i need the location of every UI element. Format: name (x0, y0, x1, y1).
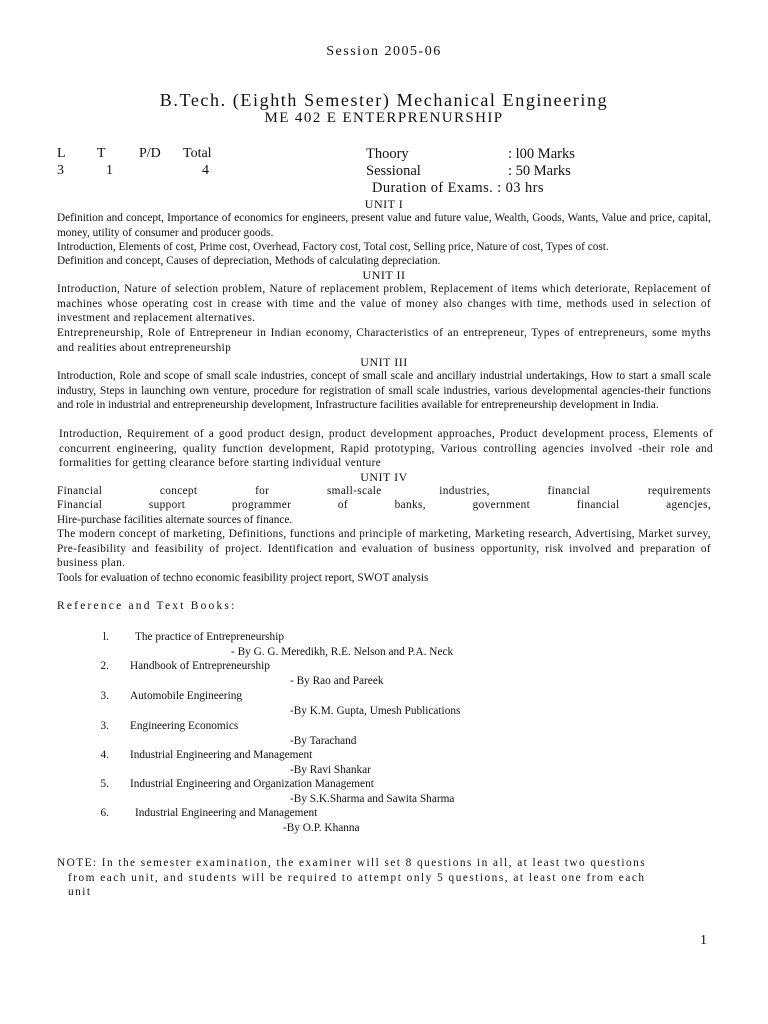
unit-4-para-2: Financial support programmer of banks, government financial agencjes, (57, 499, 711, 511)
scheme-value-l: 3 (57, 163, 64, 178)
reference-author: - By Rao and Pareek (290, 675, 384, 687)
reference-author: -By Tarachand (290, 735, 357, 747)
reference-author: - By G. G. Meredikh, R.E. Nelson and P.A. Neck (231, 646, 454, 658)
scheme-value-t: 1 (106, 163, 113, 178)
references-title: Reference and Text Books: (57, 600, 237, 612)
unit-4-title: UNIT IV (360, 470, 408, 484)
note-line-2: from each unit, and students will be required to attempt only 5 questions, at least one from each (68, 872, 646, 884)
sessional-marks: : 50 Marks (508, 163, 571, 179)
reference-book: Industrial Engineering and Management (135, 807, 318, 819)
reference-number: 4. (100, 749, 109, 761)
page-number: 1 (700, 933, 707, 948)
reference-author: -By K.M. Gupta, Umesh Publications (290, 705, 461, 717)
reference-author: -By Ravi Shankar (290, 764, 371, 776)
reference-number: 5. (100, 778, 109, 790)
unit-2-para-1: Introduction, Nature of selection problem, Nature of replacement problem, Replacement of items which deteriorate, Replacement of machines whose operating cost in crease with time and the value of money also changes with time, methods used in selection of investment and replacement alternatives. (57, 283, 711, 325)
reference-book: Industrial Engineering and Management (130, 749, 313, 761)
unit-2-para-2: Entrepreneurship, Role of Entrepreneur in Indian economy, Characteristics of an entrepreneur, Types of entrepreneurs, some myths and realities about entrepreneurship (57, 327, 711, 354)
reference-book: Engineering Economics (130, 720, 239, 732)
unit-2-title: UNIT II (362, 268, 406, 282)
unit-4-para-3: Hire-purchase facilities alternate sources of finance. (57, 514, 293, 526)
unit-4-para-5: Tools for evaluation of techno economic feasibility project report, SWOT analysis (57, 572, 429, 584)
reference-book: The practice of Entrepreneurship (135, 631, 284, 643)
unit-3-title: UNIT III (360, 355, 408, 369)
sessional-label: Sessional (366, 163, 421, 179)
exam-duration: Duration of Exams. : 03 hrs (372, 180, 544, 196)
unit-4-para-1: Financial concept for small-scale industries, financial requirements (57, 485, 711, 497)
theory-marks: : l00 Marks (508, 146, 575, 162)
unit-1-para-3: Definition and concept, Causes of depreciation, Methods of calculating depreciation. (57, 255, 441, 267)
scheme-header-t: T (97, 146, 106, 161)
scheme-value-total: 4 (202, 163, 209, 178)
reference-book: Handbook of Entrepreneurship (130, 660, 270, 672)
session-line: Session 2005-06 (326, 44, 442, 59)
theory-label: Thoory (366, 146, 409, 162)
reference-book: Automobile Engineering (130, 690, 243, 702)
course-title: ME 402 E ENTERPRENURSHIP (264, 110, 504, 126)
reference-author: -By O.P. Khanna (283, 822, 360, 834)
scheme-header-total: Total (183, 146, 212, 161)
reference-number: 6. (100, 807, 109, 819)
reference-number: 3. (100, 690, 109, 702)
reference-book: Industrial Engineering and Organization Management (130, 778, 374, 790)
reference-number: 2. (100, 660, 109, 672)
unit-1-title: UNIT I (364, 197, 404, 211)
scheme-header-pd: P/D (139, 146, 161, 161)
reference-number: 3. (100, 720, 109, 732)
reference-author: -By S.K.Sharma and Sawita Sharma (290, 793, 455, 805)
degree-title: B.Tech. (Eighth Semester) Mechanical Engineering (159, 90, 609, 110)
scheme-header-l: L (57, 146, 66, 161)
unit-3-para-1: Introduction, Role and scope of small scale industries, concept of small scale and ancillary industrial undertakings, How to start a small scale industry, Steps in launching own venture, procedure for registration of small scale industries, various developmental agencies-their functions and role in industrial and entrepreneurship development, Infrastructure facilities available for entrepreneurship development in India. (57, 370, 711, 412)
unit-1-para-1: Definition and concept, Importance of economics for engineers, present value and future value, Wealth, Goods, Wants, Value and price, capital, money, utility of consumer and producer goods. (57, 212, 711, 239)
unit-3-para-2: Introduction, Requirement of a good product design, product development approaches, Product development process, Elements of concurrent engineering, quality function development, Rapid prototyping, Various controlling agencies involved -their role and formalities for getting clearance before starting individual venture (59, 428, 713, 470)
reference-number: l. (103, 631, 109, 643)
note-line-3: unit (68, 886, 92, 898)
note-line-1: NOTE: In the semester examination, the examiner will set 8 questions in all, at least two questions (57, 857, 647, 869)
unit-4-para-4: The modern concept of marketing, Definitions, functions and principle of marketing, Marketing research, Advertising, Market survey, Pre-feasibility and feasibility of project. Identification and evaluation of business opportunity, risk involved and preparation of business plan. (57, 528, 711, 570)
unit-1-para-2: Introduction, Elements of cost, Prime cost, Overhead, Factory cost, Total cost, Selling price, Nature of cost, Types of cost. (57, 241, 609, 253)
